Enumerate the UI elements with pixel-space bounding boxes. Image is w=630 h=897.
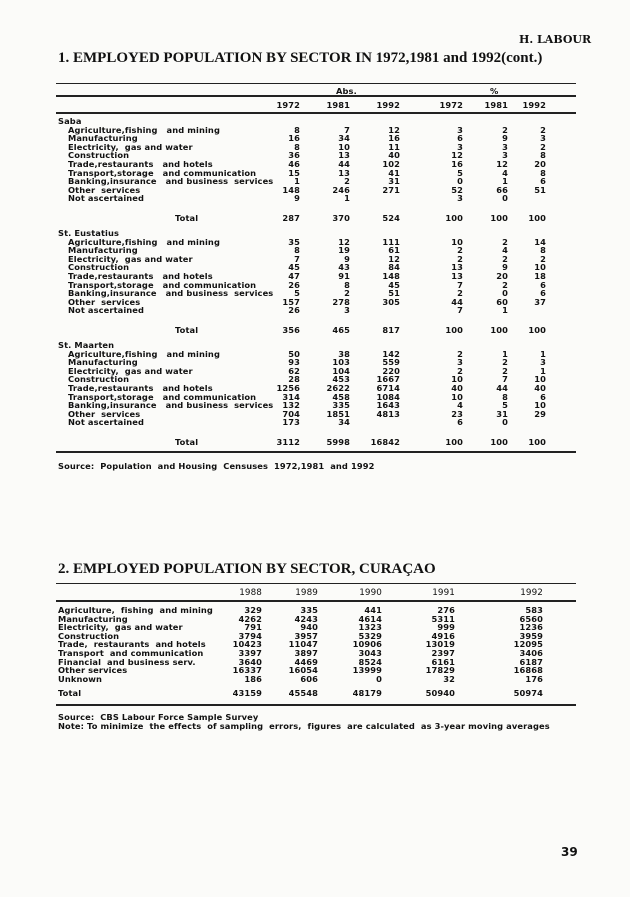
- cell-value: 3794: [238, 630, 262, 641]
- cell-abs: 173: [282, 417, 300, 428]
- cell-pct: 6: [540, 176, 546, 187]
- cell-abs: 19: [338, 245, 350, 256]
- table1-group-rule: [56, 95, 576, 97]
- cell-abs: 31: [388, 176, 400, 187]
- cell-value: 6560: [519, 613, 543, 624]
- cell-value: 606: [300, 673, 318, 684]
- row-label: Trade, restaurants and hotels: [58, 639, 206, 650]
- cell-pct: 2: [502, 253, 508, 264]
- row-label: Agriculture,fishing and mining: [68, 236, 220, 247]
- cell-abs: 35: [288, 236, 300, 247]
- cell-abs: 9: [344, 253, 350, 264]
- cell-abs: 61: [388, 245, 400, 256]
- total-pct: 100: [445, 213, 463, 223]
- cell-pct: 12: [451, 150, 463, 161]
- cell-pct: 10: [534, 262, 546, 273]
- row-label: Manufacturing: [58, 613, 128, 624]
- total-pct: 100: [490, 213, 508, 223]
- cell-pct: 10: [451, 236, 463, 247]
- cell-pct: 3: [457, 141, 463, 152]
- row-label: Financial and business serv.: [58, 656, 196, 667]
- row-label: Other services: [68, 184, 141, 195]
- cell-pct: 23: [451, 408, 463, 419]
- cell-value: 176: [525, 673, 543, 684]
- row-label: Trade,restaurants and hotels: [68, 271, 213, 281]
- cell-pct: 2: [502, 236, 508, 247]
- cell-value: 1323: [358, 622, 382, 633]
- cell-pct: 2: [457, 253, 463, 264]
- year-header-pct: 1981: [484, 100, 508, 110]
- total-pct: 100: [445, 325, 463, 335]
- cell-value: 13019: [425, 639, 455, 650]
- total-value: 50940: [425, 688, 455, 699]
- cell-abs: 704: [282, 408, 300, 419]
- table2-top-rule: [56, 583, 576, 584]
- page-number: 39: [561, 845, 578, 859]
- total-abs: 5998: [326, 437, 350, 447]
- row-label: Agriculture,fishing and mining: [68, 348, 220, 359]
- cell-abs: 148: [382, 271, 400, 281]
- total-abs: 356: [282, 325, 300, 335]
- cell-abs: 104: [332, 365, 350, 376]
- cell-value: 16868: [513, 665, 543, 676]
- cell-value: 10423: [232, 639, 262, 650]
- pct-group-header: %: [490, 86, 499, 96]
- year-header-abs: 1981: [326, 100, 350, 110]
- cell-abs: 38: [338, 348, 350, 359]
- cell-abs: 142: [382, 348, 400, 359]
- cell-abs: 26: [288, 305, 300, 316]
- cell-value: 6161: [431, 656, 455, 667]
- cell-abs: 246: [332, 184, 350, 195]
- year-header: 1991: [432, 588, 455, 598]
- cell-abs: 15: [288, 167, 300, 178]
- cell-abs: 1667: [376, 374, 400, 385]
- total-abs: 3112: [276, 437, 300, 447]
- cell-value: 4262: [238, 613, 262, 624]
- cell-abs: 7: [294, 253, 300, 264]
- cell-abs: 103: [332, 357, 350, 368]
- cell-pct: 2: [457, 245, 463, 256]
- cell-pct: 10: [451, 374, 463, 385]
- row-label: Banking,insurance and business services: [68, 400, 274, 411]
- table2-header-rule: [56, 600, 576, 602]
- row-label: Banking,insurance and business services: [68, 176, 274, 187]
- cell-abs: 1256: [276, 383, 300, 393]
- cell-pct: 6: [540, 391, 546, 402]
- row-label: Construction: [58, 630, 120, 641]
- cell-pct: 3: [540, 133, 546, 144]
- cell-abs: 8: [294, 245, 300, 256]
- cell-abs: 93: [288, 357, 300, 368]
- cell-abs: 7: [344, 124, 350, 135]
- cell-pct: 1: [502, 305, 508, 316]
- cell-abs: 4813: [376, 408, 400, 419]
- cell-pct: 7: [502, 374, 508, 385]
- total-abs: 817: [382, 325, 400, 335]
- cell-value: 329: [244, 605, 262, 615]
- cell-pct: 10: [534, 400, 546, 411]
- cell-abs: 41: [388, 167, 400, 178]
- cell-pct: 7: [457, 279, 463, 290]
- cell-abs: 44: [338, 159, 350, 169]
- cell-value: 791: [244, 622, 262, 633]
- table1-bottom-rule: [56, 451, 576, 453]
- year-header: 1988: [239, 588, 262, 598]
- cell-pct: 2: [502, 279, 508, 290]
- cell-value: 276: [437, 605, 455, 615]
- cell-abs: 36: [288, 150, 300, 161]
- cell-pct: 13: [451, 271, 463, 281]
- row-label: Transport,storage and communication: [68, 279, 257, 290]
- year-header-pct: 1992: [522, 100, 546, 110]
- row-label: Construction: [68, 374, 130, 385]
- cell-value: 32: [443, 673, 455, 684]
- cell-abs: 559: [382, 357, 400, 368]
- cell-pct: 9: [502, 133, 508, 144]
- cell-value: 0: [376, 673, 382, 684]
- section-name: St. Maarten: [58, 340, 115, 350]
- section-name: Saba: [58, 116, 82, 126]
- row-label: Manufacturing: [68, 357, 138, 368]
- cell-value: 4614: [358, 613, 382, 624]
- cell-abs: 102: [382, 159, 400, 169]
- row-label: Banking,insurance and business services: [68, 288, 274, 299]
- section-name: St. Eustatius: [58, 228, 120, 238]
- row-label: Transport,storage and communication: [68, 167, 257, 178]
- abs-group-header: Abs.: [336, 86, 357, 96]
- cell-abs: 45: [388, 279, 400, 290]
- cell-pct: 8: [502, 391, 508, 402]
- cell-value: 17829: [425, 665, 455, 676]
- cell-value: 4469: [294, 656, 318, 667]
- cell-value: 4243: [294, 613, 318, 624]
- cell-value: 583: [525, 605, 543, 615]
- row-label: Trade,restaurants and hotels: [68, 383, 213, 393]
- cell-value: 2397: [431, 648, 455, 658]
- table1-title: 1. EMPLOYED POPULATION BY SECTOR IN 1972,1981 and 1992(cont.): [58, 50, 543, 66]
- cell-pct: 0: [502, 193, 508, 204]
- cell-pct: 7: [457, 305, 463, 316]
- cell-pct: 2: [502, 365, 508, 376]
- cell-abs: 305: [382, 296, 400, 307]
- cell-value: 3640: [238, 656, 262, 667]
- cell-pct: 3: [502, 150, 508, 161]
- table1-header-rule: [56, 112, 576, 114]
- cell-pct: 4: [502, 167, 508, 178]
- cell-abs: 84: [388, 262, 400, 273]
- cell-abs: 157: [282, 296, 300, 307]
- cell-pct: 1: [540, 365, 546, 376]
- cell-abs: 28: [288, 374, 300, 385]
- cell-value: 16337: [232, 665, 262, 676]
- cell-pct: 3: [540, 357, 546, 368]
- cell-pct: 5: [502, 400, 508, 411]
- total-abs: 16842: [370, 437, 400, 447]
- total-label: Total: [175, 325, 199, 335]
- total-pct: 100: [445, 437, 463, 447]
- cell-abs: 2: [344, 288, 350, 299]
- cell-value: 8524: [358, 656, 382, 667]
- table1-source: Source: Population and Housing Censuses 1972,1981 and 1992: [58, 461, 375, 471]
- table2-source: Source: CBS Labour Force Sample Survey: [58, 712, 259, 722]
- cell-abs: 16: [288, 133, 300, 144]
- table2-bottom-rule: [56, 704, 576, 706]
- cell-pct: 6: [540, 279, 546, 290]
- total-pct: 100: [528, 437, 546, 447]
- row-label: Electricity, gas and water: [58, 622, 183, 633]
- cell-abs: 43: [338, 262, 350, 273]
- cell-pct: 40: [451, 383, 463, 393]
- cell-pct: 2: [540, 124, 546, 135]
- cell-pct: 0: [457, 176, 463, 187]
- row-label: Electricity, gas and water: [68, 253, 193, 264]
- cell-value: 3406: [519, 648, 543, 658]
- cell-abs: 51: [388, 288, 400, 299]
- cell-abs: 8: [294, 141, 300, 152]
- cell-pct: 5: [457, 167, 463, 178]
- cell-abs: 458: [332, 391, 350, 402]
- cell-pct: 44: [496, 383, 508, 393]
- cell-pct: 12: [496, 159, 508, 169]
- cell-pct: 8: [540, 150, 546, 161]
- cell-pct: 31: [496, 408, 508, 419]
- cell-abs: 2: [344, 176, 350, 187]
- cell-value: 999: [437, 622, 455, 633]
- cell-abs: 47: [288, 271, 300, 281]
- total-abs: 370: [332, 213, 350, 223]
- year-header: 1992: [520, 588, 543, 598]
- cell-value: 11047: [288, 639, 318, 650]
- cell-abs: 1084: [376, 391, 400, 402]
- cell-pct: 3: [502, 141, 508, 152]
- cell-abs: 10: [338, 141, 350, 152]
- cell-pct: 1: [502, 348, 508, 359]
- cell-abs: 111: [382, 236, 400, 247]
- total-label: Total: [175, 213, 199, 223]
- cell-abs: 453: [332, 374, 350, 385]
- cell-value: 186: [244, 673, 262, 684]
- cell-abs: 3: [344, 305, 350, 316]
- cell-pct: 51: [534, 184, 546, 195]
- cell-pct: 18: [534, 271, 546, 281]
- cell-abs: 8: [344, 279, 350, 290]
- total-value: 48179: [352, 688, 382, 699]
- cell-abs: 46: [288, 159, 300, 169]
- cell-value: 3043: [358, 648, 382, 658]
- cell-value: 16054: [288, 665, 318, 676]
- cell-pct: 6: [457, 417, 463, 428]
- cell-abs: 45: [288, 262, 300, 273]
- year-header: 1989: [295, 588, 318, 598]
- cell-pct: 44: [451, 296, 463, 307]
- total-pct: 100: [490, 325, 508, 335]
- cell-pct: 9: [502, 262, 508, 273]
- section-header: H. LABOUR: [519, 33, 592, 46]
- cell-value: 3397: [238, 648, 262, 658]
- row-label: Electricity, gas and water: [68, 141, 193, 152]
- cell-abs: 8: [294, 124, 300, 135]
- cell-pct: 10: [534, 374, 546, 385]
- cell-abs: 26: [288, 279, 300, 290]
- cell-value: 3959: [519, 630, 543, 641]
- cell-pct: 4: [502, 245, 508, 256]
- table2-note: Note: To minimize the effects of sampling errors, figures are calculated as 3-year moving averages: [58, 721, 550, 731]
- cell-pct: 10: [451, 391, 463, 402]
- cell-pct: 13: [451, 262, 463, 273]
- cell-value: 13999: [352, 665, 382, 676]
- total-pct: 100: [528, 213, 546, 223]
- cell-pct: 0: [502, 417, 508, 428]
- cell-pct: 29: [534, 408, 546, 419]
- cell-abs: 132: [282, 400, 300, 411]
- cell-abs: 13: [338, 150, 350, 161]
- cell-abs: 91: [338, 271, 350, 281]
- cell-pct: 6: [540, 288, 546, 299]
- row-label: Agriculture,fishing and mining: [68, 124, 220, 135]
- total-abs: 287: [282, 213, 300, 223]
- cell-abs: 271: [382, 184, 400, 195]
- cell-abs: 50: [288, 348, 300, 359]
- row-label: Manufacturing: [68, 133, 138, 144]
- cell-pct: 37: [534, 296, 546, 307]
- cell-value: 12095: [513, 639, 543, 650]
- cell-value: 3957: [294, 630, 318, 641]
- cell-abs: 2622: [326, 383, 350, 393]
- cell-pct: 20: [534, 159, 546, 169]
- cell-abs: 11: [388, 141, 400, 152]
- row-label: Manufacturing: [68, 245, 138, 256]
- row-label: Other services: [68, 408, 141, 419]
- cell-abs: 12: [338, 236, 350, 247]
- cell-abs: 12: [388, 253, 400, 264]
- row-label: Trade,restaurants and hotels: [68, 159, 213, 169]
- cell-pct: 6: [457, 133, 463, 144]
- cell-abs: 335: [332, 400, 350, 411]
- cell-pct: 40: [534, 383, 546, 393]
- row-label: Other services: [68, 296, 141, 307]
- cell-value: 5311: [431, 613, 455, 624]
- cell-abs: 1: [294, 176, 300, 187]
- cell-abs: 314: [282, 391, 300, 402]
- row-label: Construction: [68, 262, 130, 273]
- cell-pct: 20: [496, 271, 508, 281]
- cell-abs: 9: [294, 193, 300, 204]
- row-label: Electricity, gas and water: [68, 365, 193, 376]
- cell-abs: 278: [332, 296, 350, 307]
- cell-pct: 1: [502, 176, 508, 187]
- cell-pct: 2: [457, 365, 463, 376]
- cell-abs: 1851: [326, 408, 350, 419]
- total-abs: 524: [382, 213, 400, 223]
- cell-pct: 66: [496, 184, 508, 195]
- cell-value: 4916: [431, 630, 455, 641]
- cell-abs: 6714: [376, 383, 400, 393]
- year-header: 1990: [359, 588, 382, 598]
- total-value: 43159: [232, 688, 262, 699]
- cell-pct: 16: [451, 159, 463, 169]
- row-label: Not ascertained: [68, 417, 145, 428]
- cell-value: 5329: [358, 630, 382, 641]
- cell-abs: 40: [388, 150, 400, 161]
- cell-pct: 52: [451, 184, 463, 195]
- cell-abs: 62: [288, 365, 300, 376]
- row-label: Not ascertained: [68, 305, 145, 316]
- cell-abs: 13: [338, 167, 350, 178]
- row-label: Agriculture, fishing and mining: [58, 605, 213, 615]
- cell-value: 10906: [352, 639, 382, 650]
- cell-value: 940: [300, 622, 318, 633]
- cell-pct: 2: [540, 141, 546, 152]
- row-label: Not ascertained: [68, 193, 145, 204]
- cell-value: 6187: [519, 656, 543, 667]
- cell-value: 441: [364, 605, 382, 615]
- total-label: Total: [58, 688, 82, 699]
- total-value: 45548: [288, 688, 318, 699]
- total-label: Total: [175, 437, 199, 447]
- cell-pct: 2: [457, 348, 463, 359]
- total-pct: 100: [490, 437, 508, 447]
- cell-value: 3897: [294, 648, 318, 658]
- year-header-pct: 1972: [439, 100, 463, 110]
- cell-pct: 2: [502, 124, 508, 135]
- cell-abs: 34: [338, 417, 350, 428]
- cell-pct: 8: [540, 245, 546, 256]
- table2-title: 2. EMPLOYED POPULATION BY SECTOR, CURAÇAO: [58, 561, 436, 577]
- cell-abs: 1643: [376, 400, 400, 411]
- row-label: Transport and communication: [58, 648, 204, 658]
- cell-pct: 2: [540, 253, 546, 264]
- cell-abs: 34: [338, 133, 350, 144]
- year-header-abs: 1972: [276, 100, 300, 110]
- cell-pct: 3: [457, 357, 463, 368]
- cell-value: 335: [300, 605, 318, 615]
- cell-pct: 60: [496, 296, 508, 307]
- cell-pct: 3: [457, 193, 463, 204]
- total-pct: 100: [528, 325, 546, 335]
- cell-pct: 2: [502, 357, 508, 368]
- cell-pct: 3: [457, 124, 463, 135]
- total-abs: 465: [332, 325, 350, 335]
- cell-abs: 16: [388, 133, 400, 144]
- cell-abs: 1: [344, 193, 350, 204]
- year-header-abs: 1992: [376, 100, 400, 110]
- cell-abs: 220: [382, 365, 400, 376]
- row-label: Construction: [68, 150, 130, 161]
- cell-pct: 0: [502, 288, 508, 299]
- row-label: Other services: [58, 665, 128, 676]
- cell-pct: 14: [534, 236, 546, 247]
- total-value: 50974: [513, 688, 543, 699]
- cell-pct: 4: [457, 400, 463, 411]
- cell-value: 1236: [519, 622, 543, 633]
- cell-pct: 1: [540, 348, 546, 359]
- cell-abs: 12: [388, 124, 400, 135]
- cell-abs: 5: [294, 288, 300, 299]
- row-label: Unknown: [58, 673, 103, 684]
- cell-pct: 8: [540, 167, 546, 178]
- table1-top-rule: [56, 83, 576, 84]
- cell-abs: 148: [282, 184, 300, 195]
- cell-pct: 2: [457, 288, 463, 299]
- row-label: Transport,storage and communication: [68, 391, 257, 402]
